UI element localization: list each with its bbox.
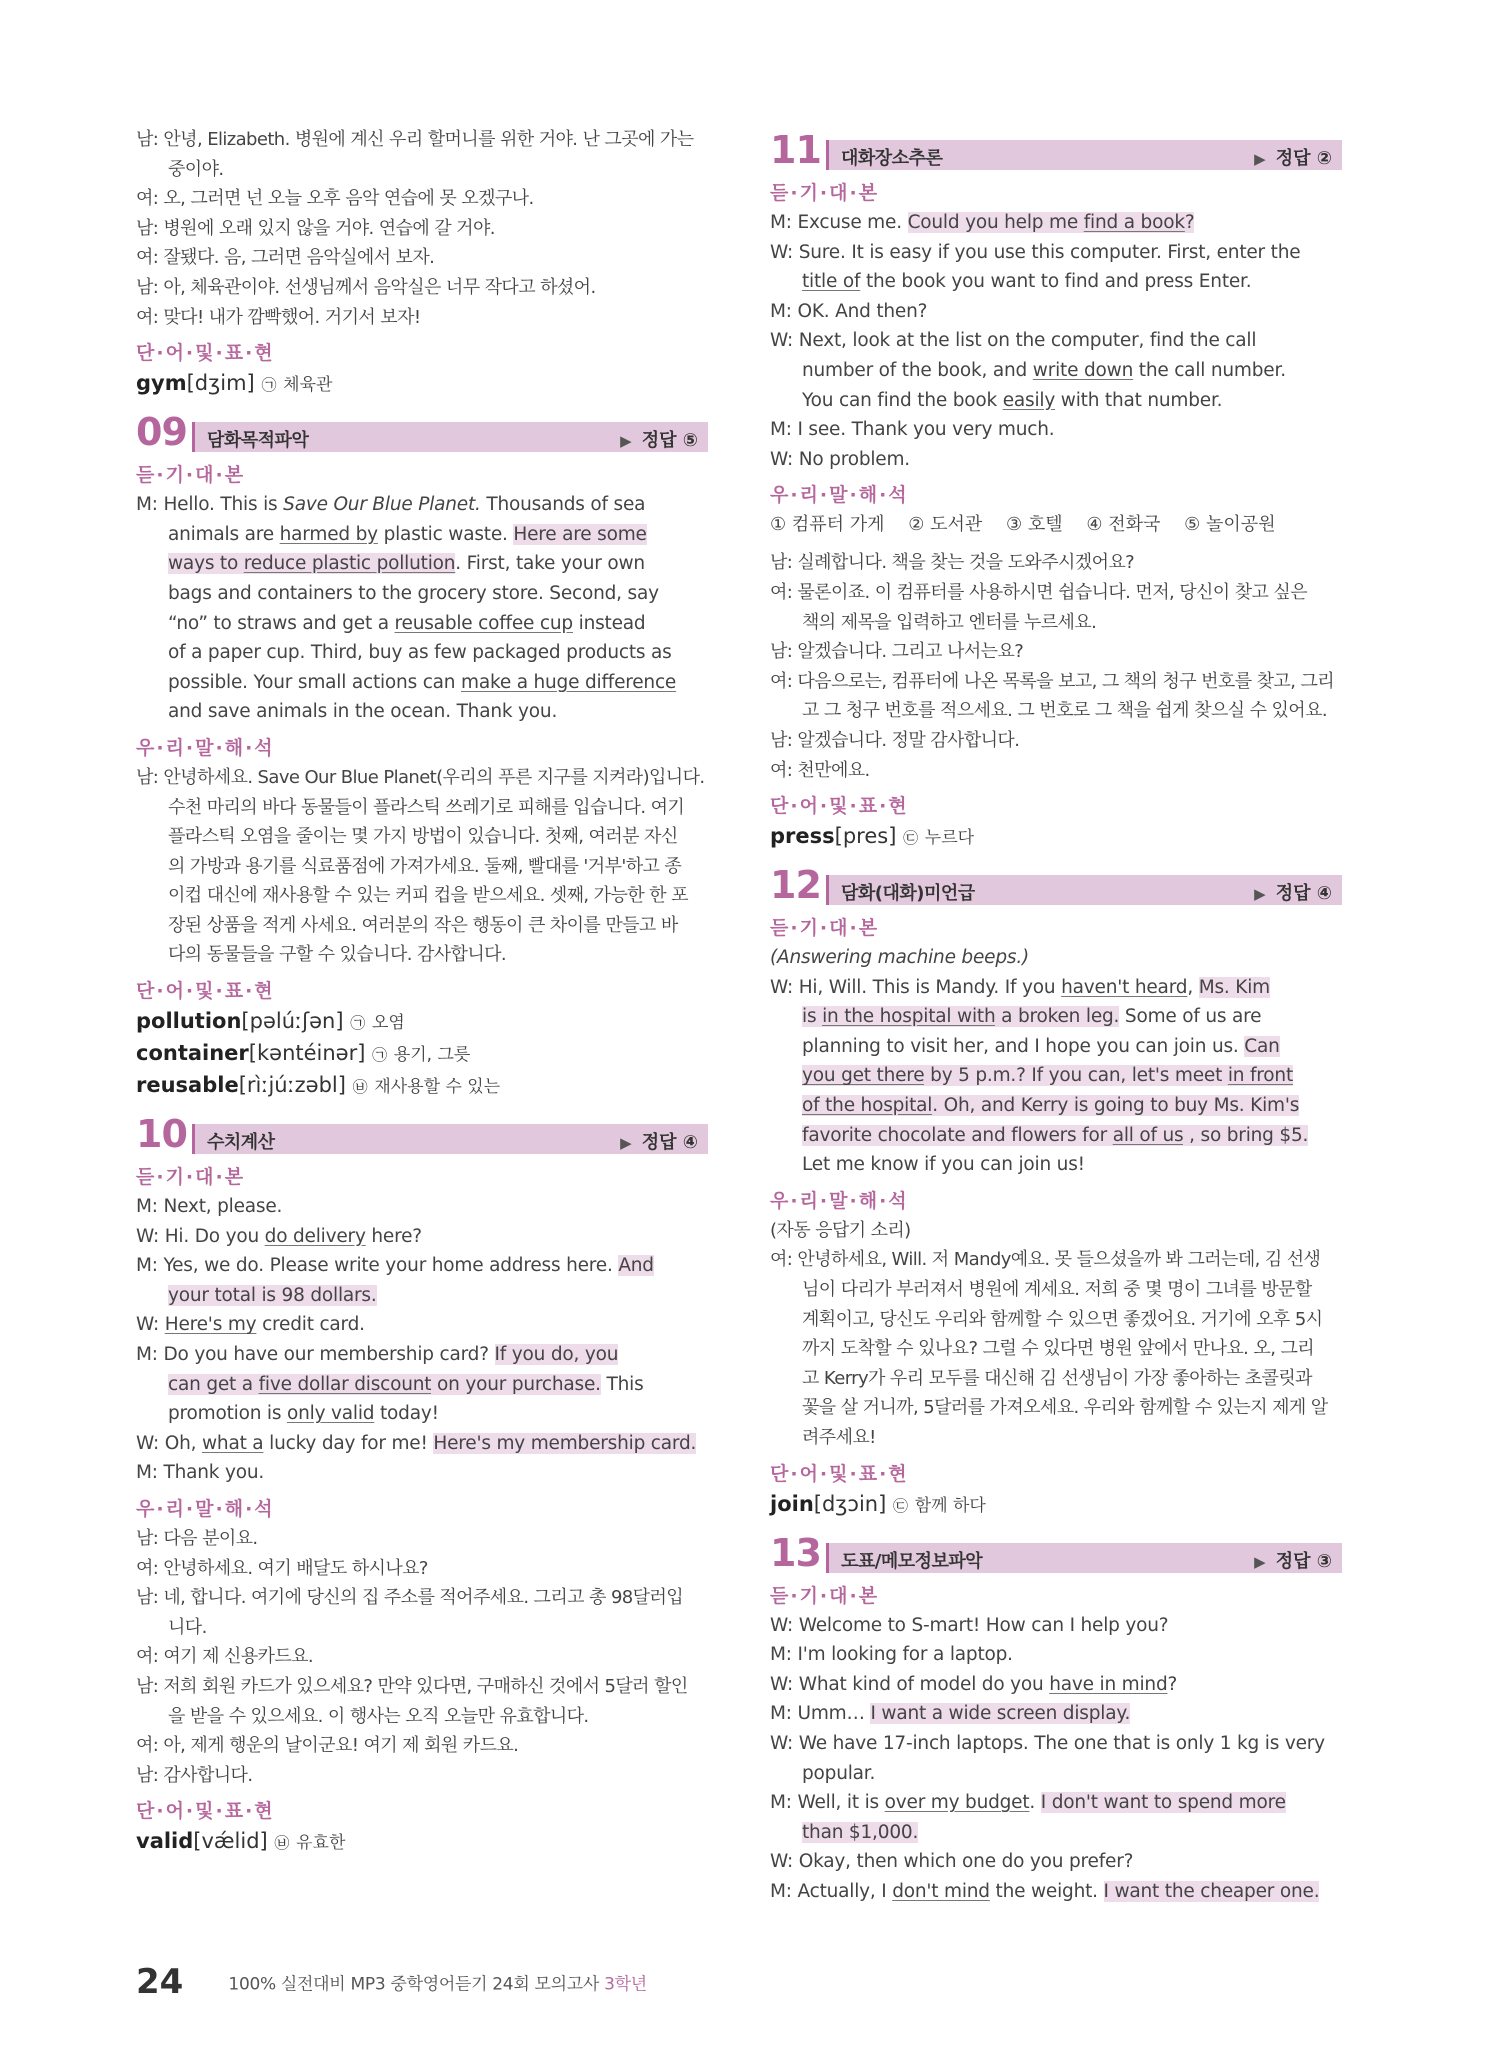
translation-line: 장된 상품을 적게 사세요. 여러분의 작은 행동이 큰 차이를 만들고 바 (168, 914, 678, 936)
section-band (192, 1124, 708, 1154)
script-line: Let me know if you can join us! (802, 1154, 1085, 1176)
translation-line: 여: 잘됐다. 음, 그러면 음악실에서 보자. (136, 247, 435, 269)
section-title: 대화장소추론 (841, 148, 943, 169)
script-line: W: Hi, Will. This is Mandy. If you haven't heard, Ms. Kim (770, 976, 1270, 998)
translation-line: 남: 감사합니다. (136, 1764, 253, 1786)
script-line: title of the book you want to find and press Enter. (802, 271, 1252, 293)
translation-line: 여: 천만에요. (770, 759, 870, 781)
option-1: ① 컴퓨터 가게 (770, 514, 885, 536)
part-of-speech-badge: ㉢ (903, 829, 919, 848)
script-line: your total is 98 dollars. (168, 1284, 377, 1306)
vocab-entry: join[dʒɔin] ㉢ 함께 하다 (770, 1491, 986, 1516)
answer-label: ▶ 정답 ⑤ (620, 430, 698, 452)
translation-line: 니다. (168, 1616, 207, 1638)
translation-line: (자동 응답기 소리) (770, 1219, 911, 1241)
translation-line: 플라스틱 오염을 줄이는 몇 가지 방법이 있습니다. 첫째, 여러분 자신 (168, 826, 678, 848)
section-header-10 (136, 1112, 708, 1156)
translation-line: 남: 저희 회원 카드가 있으세요? 만약 있다면, 구매하신 것에서 5달러 할인 (136, 1675, 688, 1697)
translation (136, 763, 708, 970)
option-2: ② 도서관 (908, 514, 983, 536)
section-band (826, 140, 1342, 170)
listening-script (770, 943, 1342, 1180)
script-line: M: Excuse me. Could you help me find a book? (770, 212, 1195, 233)
translation (770, 1216, 1342, 1453)
section-band (192, 422, 708, 452)
script-line: than $1,000. (802, 1821, 919, 1843)
listening-script (770, 208, 1342, 474)
section-header-13 (770, 1531, 1342, 1575)
script-line: M: Actually, I don't mind the weight. I want the cheaper one. (770, 1880, 1320, 1902)
translation-line: 남: 아, 체육관이야. 선생님께서 음악실은 너무 작다고 하셨어. (136, 276, 596, 298)
script-line: W: Here's my credit card. (136, 1314, 365, 1336)
grade-label: 3학년 (604, 1974, 647, 1995)
translation-line: 고 그 청구 번호를 적으세요. 그 번호로 그 책을 쉽게 찾으실 수 있어요. (802, 700, 1327, 722)
script-line: You can find the book easily with that number. (802, 389, 1223, 411)
vocab-label: 단·어·및·표·현 (770, 1462, 909, 1485)
translation-line: 책의 제목을 입력하고 엔터를 누르세요. (802, 611, 1097, 633)
left-column (136, 125, 708, 1858)
script-line: you get there by 5 p.m.? If you can, let's meet in front (802, 1065, 1293, 1087)
translation-line: 남: 다음 분이요. (136, 1528, 258, 1549)
triangle-icon: ▶ (620, 432, 632, 451)
script-label: 듣·기·대·본 (770, 182, 880, 204)
translation (770, 548, 1342, 785)
script-line: number of the book, and write down the call number. (802, 359, 1286, 381)
vocab-label: 단·어·및·표·현 (136, 342, 275, 365)
script-line: M: Umm… I want a wide screen display. (770, 1703, 1131, 1725)
part-of-speech-badge: ㉢ (893, 1496, 909, 1515)
script-line: W: Next, look at the list on the computer, find the call (770, 330, 1257, 352)
translation-line: 여: 맞다! 내가 깜빡했어. 거기서 보자! (136, 306, 421, 328)
part-of-speech-badge: ㉠ (261, 376, 277, 395)
vocab-word: gym (136, 371, 187, 396)
script-label: 듣·기·대·본 (136, 1166, 246, 1189)
section-number: 13 (770, 1530, 821, 1575)
triangle-icon: ▶ (1254, 1552, 1266, 1571)
translation-line: 남: 알겠습니다. 정말 감사합니다. (770, 729, 1020, 751)
part-of-speech-badge: ㉠ (350, 1014, 366, 1033)
option-4: ④ 전화국 (1086, 514, 1161, 536)
translation (136, 1524, 708, 1790)
script-line: of the hospital. Oh, and Kerry is going to buy Ms. Kim's (802, 1095, 1300, 1117)
script-line: W: No problem. (770, 448, 910, 470)
vocab-entry: valid[vǽlid] ㉥ 유효한 (136, 1829, 346, 1854)
script-line: W: Welcome to S-mart! How can I help you? (770, 1614, 1169, 1636)
script-line: M: Next, please. (136, 1196, 283, 1218)
translation-line: 의 가방과 용기를 식료품점에 가져가세요. 둘째, 빨대를 '거부'하고 종 (168, 855, 682, 877)
script-line: favorite chocolate and flowers for all of us , so bring $5. (802, 1124, 1309, 1146)
section-band (826, 1543, 1342, 1573)
section-title: 도표/메모정보파악 (841, 1550, 983, 1572)
part-of-speech-badge: ㉥ (274, 1834, 290, 1853)
translation-line: 여: 다음으로는, 컴퓨터에 나온 목록을 보고, 그 책의 청구 번호를 찾고, 그리 (770, 670, 1335, 692)
script-label: 듣·기·대·본 (770, 1584, 880, 1607)
script-line: M: Yes, we do. Please write your home address here. And (136, 1255, 654, 1277)
section-number: 12 (770, 863, 821, 908)
script-line: M: I'm looking for a laptop. (770, 1644, 1013, 1666)
vocab-entry: press[pres] ㉢ 누르다 (770, 824, 975, 849)
script-line: W: Hi. Do you do delivery here? (136, 1225, 422, 1247)
script-line: animals are harmed by plastic waste. Here are some (168, 523, 647, 545)
answer-options (770, 510, 1342, 540)
page-footer (136, 1962, 647, 2002)
section-header-11 (770, 128, 1342, 172)
translation-line: 고 Kerry가 우리 모두를 대신해 김 선생님이 가장 좋아하는 초콜릿과 (802, 1367, 1312, 1389)
part-of-speech-badge: ㉠ (372, 1046, 388, 1065)
translation-line: 님이 다리가 부러져서 병원에 계세요. 저희 중 몇 명이 그녀를 방문할 (802, 1279, 1312, 1301)
option-5: ⑤ 놀이공원 (1184, 514, 1276, 536)
script-line: M: Thank you. (136, 1462, 265, 1484)
script-line: bags and containers to the grocery store. Second, say (168, 582, 659, 604)
vocab-entry: reusable[rìːjúːzəbl] ㉥ 재사용할 수 있는 (136, 1073, 501, 1098)
script-line: W: What kind of model do you have in mind? (770, 1673, 1178, 1695)
section-title: 담화(대화)미언급 (841, 883, 975, 905)
section-number: 10 (136, 1112, 187, 1157)
script-line: (Answering machine beeps.) (770, 947, 1030, 969)
script-line: planning to visit her, and I hope you can join us. Can (802, 1035, 1280, 1057)
script-line: M: OK. And then? (770, 300, 928, 322)
translation-line: 꽃을 살 거니까, 5달러를 가져오세요. 우리와 함께할 수 있는지 제게 알 (802, 1397, 1328, 1419)
translation-line: 여: 안녕하세요. 여기 배달도 하시나요? (136, 1557, 428, 1579)
script-line: M: I see. Thank you very much. (770, 419, 1055, 441)
script-line: and save animals in the ocean. Thank you. (168, 701, 558, 723)
translation-line: 여: 안녕하세요, Will. 저 Mandy예요. 못 들으셨을까 봐 그러는데, 김 선생 (770, 1249, 1321, 1271)
translation-line: 남: 병원에 오래 있지 않을 거야. 연습에 갈 거야. (136, 217, 495, 239)
answer-label: ▶ 정답 ② (1254, 148, 1332, 169)
section-band (826, 875, 1342, 905)
part-of-speech-badge: ㉥ (352, 1078, 368, 1097)
book-title: 100% 실전대비 MP3 중학영어듣기 24회 모의고사 (228, 1974, 600, 1995)
vocab-entry: pollution[pəlúːʃən] ㉠ 오염 (136, 1009, 405, 1034)
translation-label: 우·리·말·해·석 (136, 736, 275, 759)
triangle-icon: ▶ (1254, 150, 1266, 168)
script-line: M: Well, it is over my budget. I don't want to spend more (770, 1792, 1286, 1814)
listening-script (136, 1192, 708, 1488)
translation-line: 수천 마리의 바다 동물들이 플라스틱 쓰레기로 피해를 입습니다. 여기 (168, 796, 685, 818)
script-label: 듣·기·대·본 (136, 464, 246, 487)
script-line: possible. Your small actions can make a huge difference (168, 671, 677, 693)
section-title: 수치계산 (207, 1132, 275, 1154)
script-line: M: Do you have our membership card? If you do, you (136, 1344, 619, 1366)
translation-line: 남: 실례합니다. 책을 찾는 것을 도와주시겠어요? (770, 552, 1135, 574)
section-number: 11 (770, 128, 821, 172)
triangle-icon: ▶ (1254, 885, 1266, 904)
section-08-translation (136, 125, 708, 332)
translation-line: 다의 동물들을 구할 수 있습니다. 감사합니다. (168, 944, 507, 966)
script-line: M: Hello. This is Save Our Blue Planet. Thousands of sea (136, 494, 646, 516)
translation-line: 남: 네, 합니다. 여기에 당신의 집 주소를 적어주세요. 그리고 총 98달러입 (136, 1587, 684, 1609)
script-line: W: Okay, then which one do you prefer? (770, 1851, 1134, 1873)
option-3: ③ 호텔 (1006, 514, 1063, 536)
answer-label: ▶ 정답 ④ (1254, 883, 1332, 905)
script-line: promotion is only valid today! (168, 1403, 439, 1425)
script-line: popular. (802, 1762, 876, 1784)
vocab-label: 단·어·및·표·현 (770, 795, 909, 818)
script-line: is in the hospital with a broken leg. Some of us are (802, 1006, 1262, 1028)
translation-line: 이컵 대신에 재사용할 수 있는 커피 컵을 받으세요. 셋째, 가능한 한 포 (168, 885, 688, 907)
listening-script (136, 490, 708, 727)
script-line: ways to reduce plastic pollution. First, take your own (168, 553, 645, 575)
vocab-entry (136, 368, 708, 400)
script-line: W: Sure. It is easy if you use this computer. First, enter the (770, 241, 1301, 263)
right-column (770, 128, 1342, 1907)
translation-line: 남: 안녕, Elizabeth. 병원에 계신 우리 할머니를 위한 거야. 난 그곳에 가는 (136, 129, 694, 150)
answer-label: ▶ 정답 ④ (620, 1132, 698, 1154)
script-line: W: Oh, what a lucky day for me! Here's my membership card. (136, 1432, 697, 1454)
translation-label: 우·리·말·해·석 (136, 1498, 275, 1520)
triangle-icon: ▶ (620, 1134, 632, 1153)
script-line: of a paper cup. Third, buy as few packaged products as (168, 642, 672, 664)
translation-line: 중이야. (168, 158, 224, 180)
vocab-label: 단·어·및·표·현 (136, 980, 275, 1003)
section-number: 09 (136, 410, 187, 455)
script-line: can get a five dollar discount on your purchase. This (168, 1373, 644, 1395)
translation-line: 여: 아, 제게 행운의 날이군요! 여기 제 회원 카드요. (136, 1735, 519, 1757)
translation-line: 남: 안녕하세요. Save Our Blue Planet(우리의 푸른 지구를 지켜라)입니다. (136, 766, 705, 788)
script-line: “no” to straws and get a reusable coffee cup instead (168, 612, 646, 634)
vocab-meaning: 체육관 (283, 375, 333, 396)
translation-line: 을 받을 수 있으세요. 이 행사는 오직 오늘만 유효합니다. (168, 1705, 589, 1727)
vocab-label: 단·어·및·표·현 (136, 1800, 275, 1823)
translation-line: 까지 도착할 수 있나요? 그럴 수 있다면 병원 앞에서 만나요. 오, 그리 (802, 1338, 1315, 1360)
vocab-entry: container[kəntéinər] ㉠ 용기, 그릇 (136, 1041, 471, 1066)
script-line: W: We have 17-inch laptops. The one that is only 1 kg is very (770, 1732, 1325, 1754)
translation-line: 여: 오, 그러면 넌 오늘 오후 음악 연습에 못 오겠구나. (136, 188, 534, 210)
listening-script (770, 1611, 1342, 1907)
translation-line: 남: 알겠습니다. 그리고 나서는요? (770, 641, 1024, 663)
vocab-pronunciation: [dʒim] (186, 371, 255, 396)
translation-line: 려주세요! (802, 1427, 876, 1448)
page-number: 24 (136, 1962, 184, 2002)
translation-line: 여: 여기 제 신용카드요. (136, 1646, 314, 1668)
section-header-09 (136, 410, 708, 454)
translation-line: 여: 물론이죠. 이 컴퓨터를 사용하시면 쉽습니다. 먼저, 당신이 찾고 싶은 (770, 581, 1307, 603)
translation-label: 우·리·말·해·석 (770, 1189, 909, 1212)
script-label: 듣·기·대·본 (770, 917, 880, 940)
answer-label: ▶ 정답 ③ (1254, 1550, 1332, 1572)
section-header-12 (770, 863, 1342, 907)
translation-label: 우·리·말·해·석 (770, 484, 909, 507)
section-title: 담화목적파악 (207, 430, 309, 452)
translation-line: 계획이고, 당신도 우리와 함께할 수 있으면 좋겠어요. 거기에 오후 5시 (802, 1308, 1323, 1330)
